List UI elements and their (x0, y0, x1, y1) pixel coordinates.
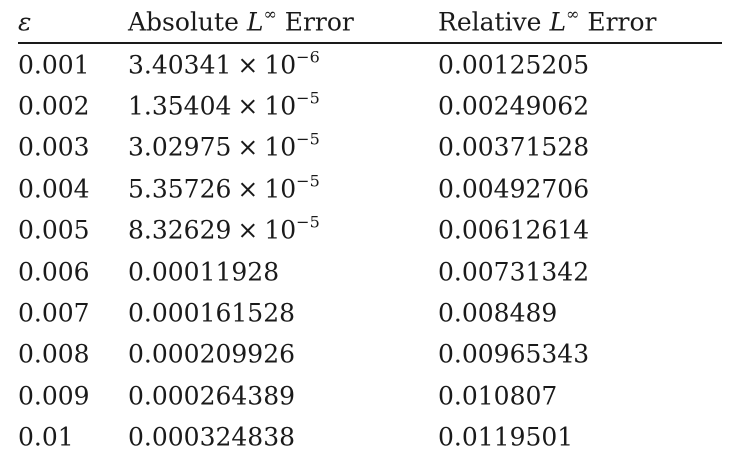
relative-error-cell: 0.00371528 (438, 132, 590, 162)
table-header-row (18, 0, 722, 44)
absolute-error-cell: $8.32629 \times 10^{-5}$ (128, 212, 320, 245)
epsilon-cell: 0.007 (18, 298, 90, 328)
header-relative-error: Relative L∞ Error (438, 4, 657, 37)
header-epsilon: ε (18, 7, 32, 37)
table-row (18, 85, 722, 126)
table-row (18, 251, 722, 292)
error-table (18, 0, 722, 458)
table-row (18, 44, 722, 85)
relative-error-cell: 0.008489 (438, 298, 558, 328)
relative-error-cell: 0.00965343 (438, 339, 590, 369)
epsilon-cell: 0.002 (18, 91, 90, 121)
absolute-error-cell: 0.000264389 (128, 381, 296, 411)
epsilon-cell: 0.008 (18, 339, 90, 369)
absolute-error-cell: $3.02975 \times 10^{-5}$ (128, 129, 320, 162)
relative-error-cell: 0.00492706 (438, 174, 590, 204)
absolute-error-cell: $5.35726 \times 10^{-5}$ (128, 171, 320, 204)
relative-error-cell: 0.010807 (438, 381, 558, 411)
table-row (18, 417, 722, 458)
absolute-error-cell: 0.000209926 (128, 339, 296, 369)
table-row (18, 210, 722, 251)
epsilon-cell: 0.01 (18, 422, 74, 452)
absolute-error-cell: $3.40341 \times 10^{-6}$ (128, 47, 320, 80)
relative-error-cell: 0.00249062 (438, 91, 590, 121)
epsilon-cell: 0.005 (18, 215, 90, 245)
relative-error-cell: 0.00731342 (438, 257, 590, 287)
header-absolute-error: Absolute L∞ Error (128, 4, 354, 37)
relative-error-cell: 0.00125205 (438, 50, 590, 80)
epsilon-cell: 0.004 (18, 174, 90, 204)
relative-error-cell: 0.0119501 (438, 422, 574, 452)
absolute-error-cell: 0.000161528 (128, 298, 296, 328)
table-row (18, 334, 722, 375)
absolute-error-cell: 0.00011928 (128, 257, 280, 287)
table-row (18, 292, 722, 333)
epsilon-cell: 0.009 (18, 381, 90, 411)
relative-error-cell: 0.00612614 (438, 215, 590, 245)
table-row (18, 168, 722, 209)
epsilon-cell: 0.006 (18, 257, 90, 287)
absolute-error-cell: $1.35404 \times 10^{-5}$ (128, 88, 320, 121)
epsilon-cell: 0.003 (18, 132, 90, 162)
table-body (18, 44, 722, 458)
epsilon-cell: 0.001 (18, 50, 90, 80)
table-row (18, 375, 722, 416)
absolute-error-cell: 0.000324838 (128, 422, 296, 452)
table-row (18, 127, 722, 168)
